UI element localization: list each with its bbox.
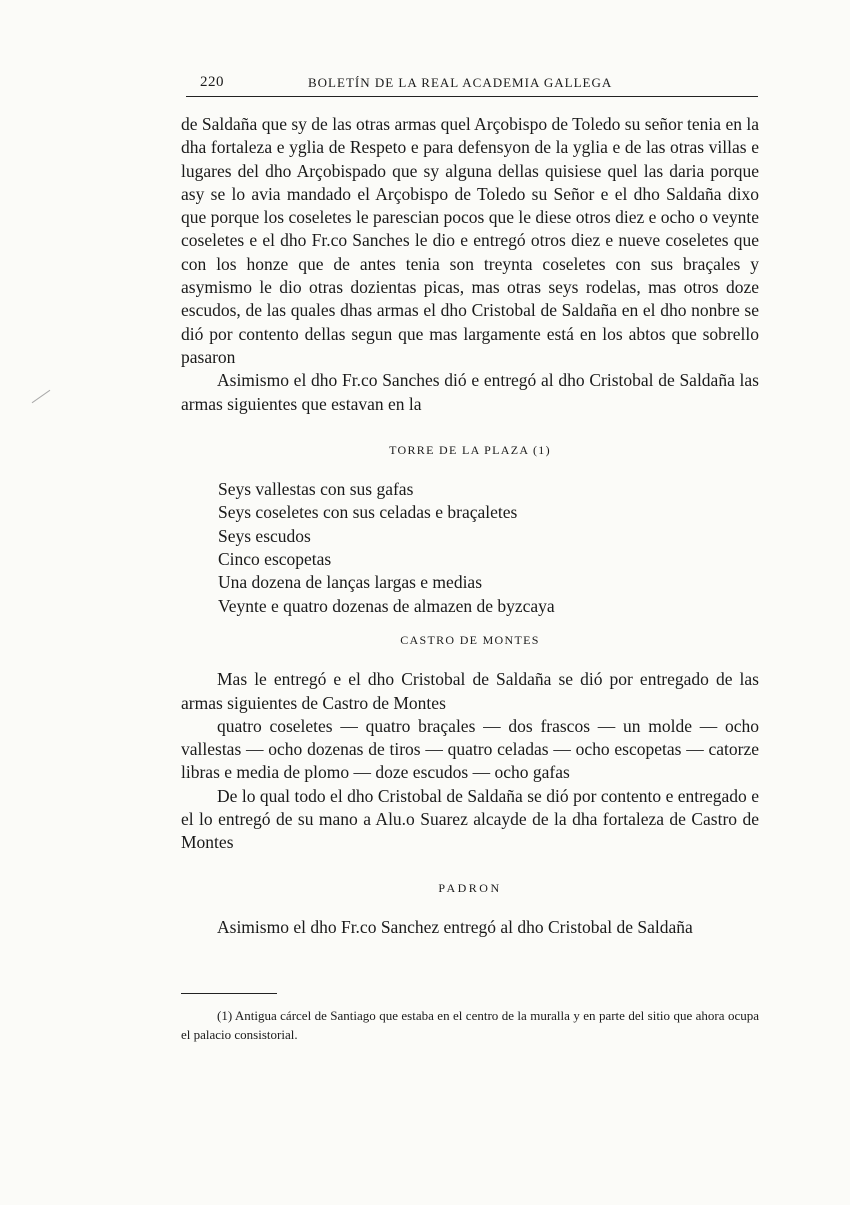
paragraph-2: Asimismo el dho Fr.co Sanches dió e entregó al dho Cristobal de Saldaña las armas siguientes que estavan en la xyxy=(181,370,759,414)
paragraph-3: Mas le entregó e el dho Cristobal de Saldaña se dió por entregado de las armas siguientes de Castro de Montes xyxy=(181,669,759,713)
paragraph-1: de Saldaña que sy de las otras armas quel Arçobispo de Toledo su señor tenia en la dha fortaleza e yglia de Respeto e para defensyon de la yglia e de las otras villas e lugares del dho Arçobispado que sy alguna dellas quisiese quel las daria porque asy se lo avia mandado el Arçobispo de Toledo su Señor e el dho Saldaña dixo que porque los coseletes le parescian pocos que le diese otros diez e ocho o veynte coseletes e el dho Fr.co Sanches le dio e entregó otros diez e nueve coseletes que con los honze que de antes tenia son treynta coseletes con sus braçales y asymismo le dio otras dozientas picas, mas otras seys rodelas, mas otros doze escudos, de las quales dhas armas el dho Cristobal de Saldaña en el dho nonbre se dió por contento dellas segun que mas largamente está en los abtos que sobrello pasaron xyxy=(181,114,759,367)
paragraph-6: Asimismo el dho Fr.co Sanchez entregó al dho Cristobal de Saldaña xyxy=(217,916,693,937)
list-item: Seys escudos xyxy=(218,525,311,546)
margin-mark xyxy=(32,390,51,403)
list-item: Una dozena de lanças largas e medias xyxy=(218,572,483,593)
list-item: Seys vallestas con sus gafas xyxy=(218,479,414,500)
page-header xyxy=(186,70,758,97)
paragraph-4: quatro coseletes — quatro braçales — dos frascos — un molde — ocho vallestas — ocho dozenas de tiros — quatro celadas — ocho escopetas — catorze libras e media de plomo — doze escudos — ocho gafas xyxy=(181,715,759,783)
page-number: 220 xyxy=(200,74,224,90)
section-title-castro-de-montes: CASTRO DE MONTES xyxy=(400,632,540,647)
footnote-rule xyxy=(181,993,277,994)
list-item: Seys coseletes con sus celadas e braçaletes xyxy=(218,502,518,523)
footnote-text: (1) Antigua cárcel de Santiago que estaba en el centro de la muralla y en parte del sitio que ahora ocupa el palacio consistorial. xyxy=(181,1008,759,1042)
running-title: BOLETÍN DE LA REAL ACADEMIA GALLEGA xyxy=(308,75,613,90)
footnote xyxy=(181,1006,759,1044)
page-body xyxy=(181,113,759,939)
paragraph-5: De lo qual todo el dho Cristobal de Saldaña se dió por contento e entregado e el lo entregó de su mano a Alu.o Suarez alcayde de la dha fortaleza de Castro de Montes xyxy=(181,785,759,853)
section-title-padron: PADRON xyxy=(438,880,502,895)
section-title-torre-de-la-plaza: TORRE DE LA PLAZA (1) xyxy=(389,442,551,457)
arms-list-torre xyxy=(218,478,759,618)
list-item: Cinco escopetas xyxy=(218,549,332,570)
list-item: Veynte e quatro dozenas de almazen de byzcaya xyxy=(218,595,555,616)
